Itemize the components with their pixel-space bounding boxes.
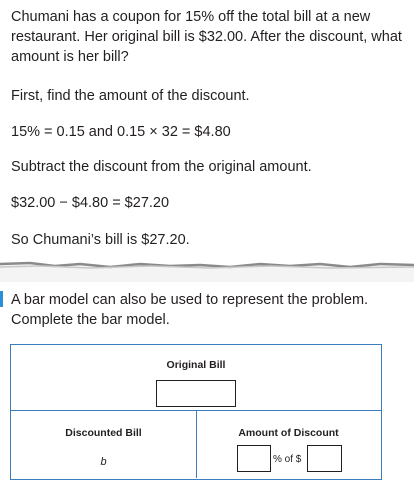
amount-of-discount-cell xyxy=(197,411,380,478)
step-find-discount: First, find the amount of the discount. xyxy=(11,88,250,104)
original-bill-input[interactable] xyxy=(156,380,236,407)
discounted-bill-variable: b xyxy=(100,456,107,468)
discount-base-input[interactable] xyxy=(307,445,342,472)
original-bill-header: Original Bill xyxy=(166,359,226,371)
discount-percent-input[interactable] xyxy=(237,445,271,472)
torn-edge-divider xyxy=(0,252,414,282)
problem-text: Chumani has a coupon for 15% off the total bill at a new restaurant. Her original bill is $32.00. After the discount, what amount is her bill? xyxy=(11,9,402,65)
discounted-bill-header: Discounted Bill xyxy=(65,427,142,439)
subtraction-calculation: $32.00 − $4.80 = $27.20 xyxy=(11,195,170,211)
discounted-bill-cell xyxy=(11,411,197,478)
conclusion-text: So Chumani’s bill is $27.20. xyxy=(11,232,190,248)
bar-model-table xyxy=(10,344,382,480)
percent-of-label: % of $ xyxy=(273,454,302,465)
amount-of-discount-header: Amount of Discount xyxy=(238,427,339,439)
bar-model-top-row xyxy=(11,345,381,411)
question-marker xyxy=(0,291,3,307)
instruction-text: A bar model can also be used to represent the problem. Complete the bar model. xyxy=(11,292,369,328)
step-subtract: Subtract the discount from the original amount. xyxy=(11,159,312,175)
discount-calculation: 15% = 0.15 and 0.15 × 32 = $4.80 xyxy=(11,124,231,140)
